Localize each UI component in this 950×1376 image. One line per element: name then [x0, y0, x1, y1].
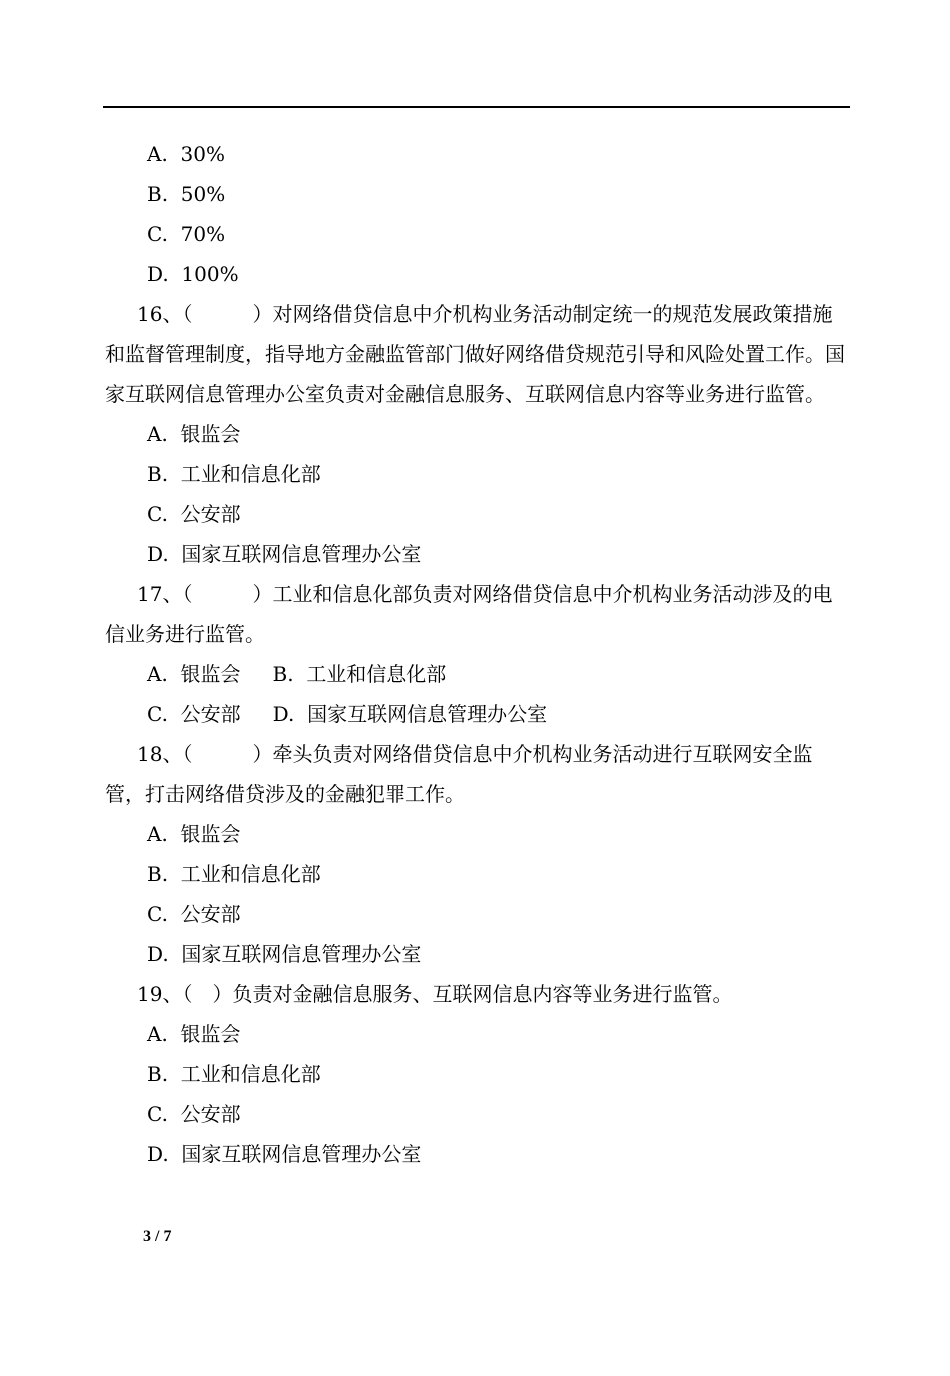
- option-a-letter: A.: [147, 662, 168, 686]
- option-b-letter: B.: [272, 662, 294, 686]
- option-row-ab: [105, 654, 849, 694]
- option-a: A. 30%: [147, 142, 225, 166]
- option-d-text: 国家互联网信息管理办公室: [307, 702, 548, 726]
- option-d: D. 国家互联网信息管理办公室: [147, 942, 422, 966]
- header-rule: [103, 106, 850, 108]
- page-number: 3 / 7: [143, 1228, 172, 1245]
- question-16: 16、（ ）对网络借贷信息中介机构业务活动制定统一的规范发展政策措施和监督管理制度，指导地方金融监管部门做好网络借贷规范引导和风险处置工作。国家互联网信息管理办公室负责对金融信息服务、互联网信息内容等业务进行监管。: [105, 302, 845, 406]
- option-c-letter: C.: [147, 702, 168, 726]
- option-d: D. 国家互联网信息管理办公室: [147, 542, 422, 566]
- page-content: [105, 134, 849, 1174]
- option-c: C. 公安部: [147, 1102, 241, 1126]
- option-a: A. 银监会: [147, 1022, 241, 1046]
- option-c: C. 70%: [147, 222, 226, 246]
- option-a: A. 银监会: [147, 822, 241, 846]
- option-b-text: 工业和信息化部: [306, 662, 447, 686]
- option-d-letter: D.: [272, 702, 295, 726]
- option-a: A. 银监会: [147, 422, 241, 446]
- option-b: B. 50%: [147, 182, 226, 206]
- option-b: B. 工业和信息化部: [147, 1062, 321, 1086]
- option-c: C. 公安部: [147, 502, 241, 526]
- option-c-text: 公安部: [180, 702, 241, 726]
- option-c: C. 公安部: [147, 902, 241, 926]
- option-d: D. 100%: [147, 262, 239, 286]
- option-d: D. 国家互联网信息管理办公室: [147, 1142, 422, 1166]
- question-19: 19、（ ）负责对金融信息服务、互联网信息内容等业务进行监管。: [137, 982, 733, 1006]
- option-b: B. 工业和信息化部: [147, 462, 321, 486]
- question-17: 17、（ ）工业和信息化部负责对网络借贷信息中介机构业务活动涉及的电信业务进行监管。: [105, 582, 833, 646]
- option-a-text: 银监会: [180, 662, 241, 686]
- question-18: 18、（ ）牵头负责对网络借贷信息中介机构业务活动进行互联网安全监管，打击网络借贷涉及的金融犯罪工作。: [105, 742, 813, 806]
- option-row-cd: [105, 694, 849, 734]
- option-b: B. 工业和信息化部: [147, 862, 321, 886]
